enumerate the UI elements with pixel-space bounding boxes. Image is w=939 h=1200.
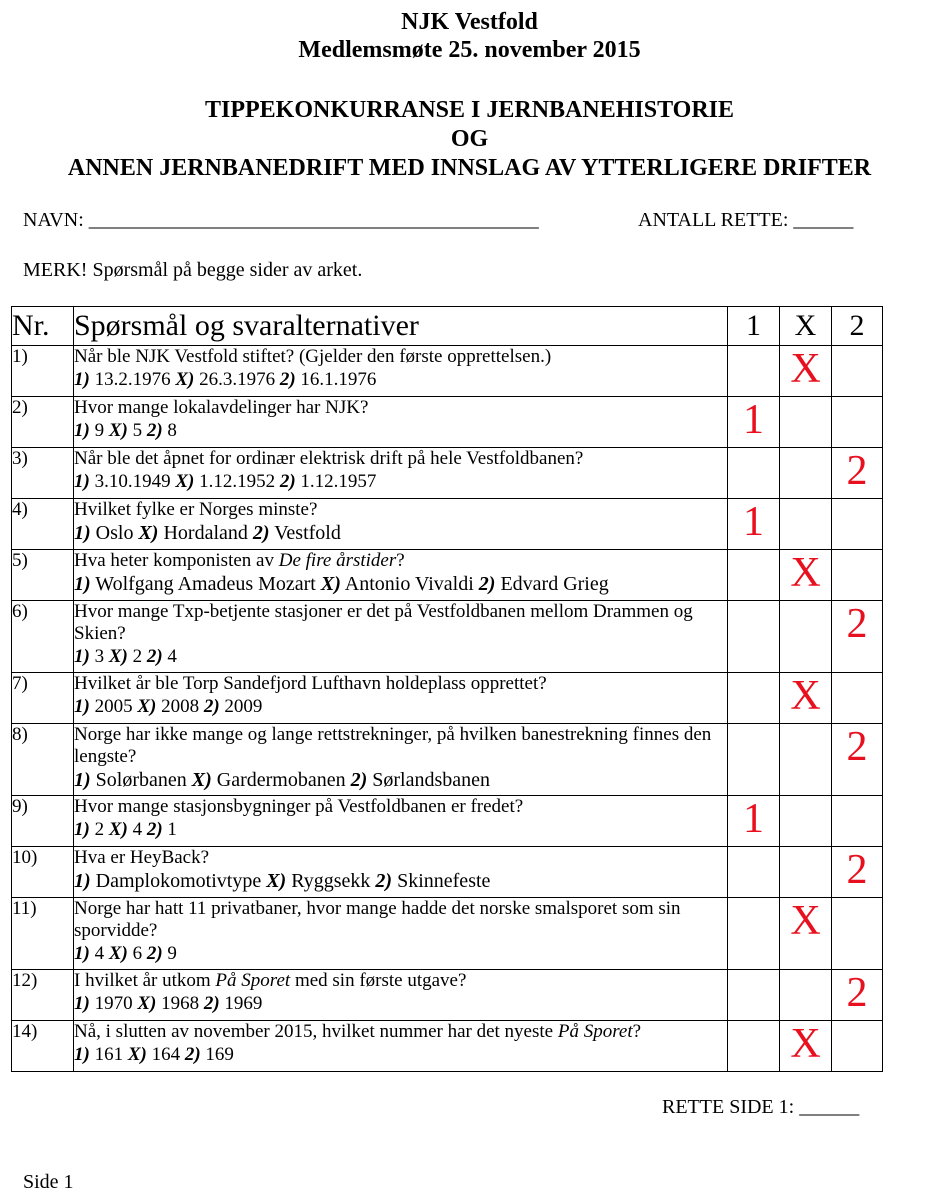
answer-options xyxy=(74,695,727,719)
option-x: 26.3.1976 xyxy=(194,369,280,390)
option-x: 6 xyxy=(127,943,147,964)
answer-box-2[interactable]: 2 xyxy=(832,601,883,673)
question-text: Nå, i slutten av november 2015, hvilket nummer har det nyeste På Sporet? xyxy=(74,1021,642,1042)
org-name: NJK Vestfold xyxy=(401,9,538,35)
answer-box-x[interactable] xyxy=(780,499,832,550)
column-header-2: 2 xyxy=(832,307,883,346)
answer-box-x[interactable] xyxy=(780,970,832,1021)
question-text: Norge har hatt 11 privatbaner, hvor mange hadde det norske smalsporet som sin sporvidde? xyxy=(74,898,681,941)
option-key-1: 1) xyxy=(74,573,91,595)
option-key-1: 1) xyxy=(74,646,90,667)
option-x: 1968 xyxy=(156,993,204,1014)
question-cell xyxy=(74,847,728,898)
answer-box-1[interactable] xyxy=(728,601,780,673)
meeting-date: Medlemsmøte 25. november 2015 xyxy=(298,37,641,63)
question-cell xyxy=(74,724,728,796)
option-key-2: 2) xyxy=(146,819,163,840)
answer-box-x[interactable]: X xyxy=(780,550,832,601)
table-row xyxy=(12,970,883,1021)
question-text: I hvilket år utkom På Sporet med sin første utgave? xyxy=(74,970,467,991)
answer-box-1[interactable] xyxy=(728,550,780,601)
column-header-1: 1 xyxy=(728,307,780,346)
option-2: 169 xyxy=(200,1044,234,1065)
answer-box-1[interactable]: 1 xyxy=(728,499,780,550)
answer-box-1[interactable] xyxy=(728,346,780,397)
option-key-x: X) xyxy=(191,769,212,791)
answer-options xyxy=(74,818,727,842)
option-x: 5 xyxy=(127,420,147,441)
answer-box-2[interactable] xyxy=(832,673,883,724)
quiz-table xyxy=(11,306,883,1072)
option-key-x: X) xyxy=(108,819,128,840)
option-key-2: 2) xyxy=(146,943,163,964)
question-cell xyxy=(74,796,728,847)
option-key-1: 1) xyxy=(74,1044,90,1065)
answer-options xyxy=(74,942,727,966)
option-x: 2 xyxy=(127,646,147,667)
answer-box-2[interactable] xyxy=(832,550,883,601)
option-key-2: 2) xyxy=(478,573,496,595)
option-key-1: 1) xyxy=(74,870,91,892)
table-row xyxy=(12,1021,883,1072)
option-key-x: X) xyxy=(175,471,195,492)
answer-box-1[interactable] xyxy=(728,1021,780,1072)
question-number: 9) xyxy=(12,796,74,847)
option-key-x: X) xyxy=(137,696,157,717)
answer-box-2[interactable] xyxy=(832,397,883,448)
option-1: 4 xyxy=(89,943,109,964)
answer-options xyxy=(74,1043,727,1067)
answer-box-1[interactable] xyxy=(728,448,780,499)
option-key-1: 1) xyxy=(74,769,91,791)
answer-box-x[interactable]: X xyxy=(780,673,832,724)
question-number: 4) xyxy=(12,499,74,550)
option-key-x: X) xyxy=(137,993,157,1014)
table-row xyxy=(12,898,883,970)
option-2: 9 xyxy=(162,943,177,964)
table-row xyxy=(12,550,883,601)
option-x: Gardermobanen xyxy=(211,769,351,791)
answer-box-1[interactable]: 1 xyxy=(728,397,780,448)
option-key-1: 1) xyxy=(74,420,90,441)
option-1: 2 xyxy=(89,819,109,840)
answer-box-x[interactable] xyxy=(780,847,832,898)
page-score-field[interactable]: RETTE SIDE 1: ______ xyxy=(662,1096,860,1118)
option-1: Wolfgang Amadeus Mozart xyxy=(90,573,321,595)
option-1: Oslo xyxy=(90,522,139,544)
name-field[interactable]: NAVN: _____________________________________________ xyxy=(23,209,539,231)
answer-options xyxy=(74,645,727,669)
option-2: 1969 xyxy=(219,993,263,1014)
option-key-2: 2) xyxy=(146,420,163,441)
table-row xyxy=(12,499,883,550)
option-x: Hordaland xyxy=(158,522,253,544)
question-number: 7) xyxy=(12,673,74,724)
question-text: Hvor mange lokalavdelinger har NJK? xyxy=(74,397,369,418)
option-1: 3 xyxy=(89,646,109,667)
answer-box-2[interactable] xyxy=(832,796,883,847)
option-key-2: 2) xyxy=(203,696,220,717)
option-key-2: 2) xyxy=(375,870,393,892)
option-2: Vestfold xyxy=(269,522,341,544)
question-cell xyxy=(74,550,728,601)
page-number: Side 1 xyxy=(23,1171,74,1193)
option-key-2: 2) xyxy=(279,471,296,492)
option-key-1: 1) xyxy=(74,471,90,492)
question-number: 1) xyxy=(12,346,74,397)
table-row xyxy=(12,346,883,397)
option-key-x: X) xyxy=(175,369,195,390)
option-key-x: X) xyxy=(108,943,128,964)
option-key-x: X) xyxy=(127,1044,147,1065)
answer-box-2[interactable] xyxy=(832,499,883,550)
option-key-x: X) xyxy=(266,870,287,892)
question-cell xyxy=(74,346,728,397)
answer-box-1[interactable] xyxy=(728,898,780,970)
question-number: 2) xyxy=(12,397,74,448)
column-header-question: Spørsmål og svaralternativer xyxy=(74,307,728,346)
option-key-2: 2) xyxy=(146,646,163,667)
question-number: 3) xyxy=(12,448,74,499)
answer-box-1[interactable] xyxy=(728,724,780,796)
question-text: Hva heter komponisten av De fire årstider? xyxy=(74,550,405,571)
question-text: Når ble det åpnet for ordinær elektrisk drift på hele Vestfoldbanen? xyxy=(74,448,584,469)
option-x: 1.12.1952 xyxy=(194,471,280,492)
quiz-title-line2: OG xyxy=(450,126,489,152)
option-key-2: 2) xyxy=(279,369,296,390)
score-field[interactable]: ANTALL RETTE: ______ xyxy=(638,209,854,231)
question-number: 10) xyxy=(12,847,74,898)
answer-box-2[interactable]: 2 xyxy=(832,970,883,1021)
question-number: 11) xyxy=(12,898,74,970)
answer-options xyxy=(74,768,727,792)
table-row xyxy=(12,448,883,499)
option-key-1: 1) xyxy=(74,522,91,544)
option-key-2: 2) xyxy=(252,522,270,544)
table-row xyxy=(12,397,883,448)
question-cell xyxy=(74,397,728,448)
option-key-x: X) xyxy=(108,420,128,441)
option-key-2: 2) xyxy=(350,769,368,791)
note-text: MERK! Spørsmål på begge sider av arket. xyxy=(23,259,363,281)
option-x: 2008 xyxy=(156,696,204,717)
question-text: Når ble NJK Vestfold stiftet? (Gjelder den første opprettelsen.) xyxy=(74,346,552,367)
option-1: 3.10.1949 xyxy=(89,471,176,492)
answer-box-1[interactable] xyxy=(728,847,780,898)
answer-options xyxy=(74,368,727,392)
option-key-1: 1) xyxy=(74,943,90,964)
answer-box-x[interactable] xyxy=(780,796,832,847)
answer-box-2[interactable]: 2 xyxy=(832,724,883,796)
question-number: 6) xyxy=(12,601,74,673)
table-header-row xyxy=(12,307,883,346)
option-x: Ryggsekk xyxy=(286,870,376,892)
question-cell xyxy=(74,499,728,550)
option-2: 8 xyxy=(162,420,177,441)
option-key-2: 2) xyxy=(203,993,220,1014)
answer-box-x[interactable] xyxy=(780,397,832,448)
answer-options xyxy=(74,470,727,494)
answer-options xyxy=(74,572,727,596)
question-text: Hvor mange stasjonsbygninger på Vestfoldbanen er fredet? xyxy=(74,796,524,817)
question-cell xyxy=(74,448,728,499)
answer-box-x[interactable]: X xyxy=(780,1021,832,1072)
answer-box-2[interactable] xyxy=(832,346,883,397)
table-row xyxy=(12,847,883,898)
option-2: 2009 xyxy=(219,696,263,717)
option-2: Edvard Grieg xyxy=(495,573,609,595)
option-x: 164 xyxy=(146,1044,185,1065)
option-2: Skinnefeste xyxy=(392,870,491,892)
question-text: Hvilket fylke er Norges minste? xyxy=(74,499,318,520)
question-cell xyxy=(74,673,728,724)
option-2: 16.1.1976 xyxy=(295,369,377,390)
option-2: Sørlandsbanen xyxy=(367,769,491,791)
option-1: 1970 xyxy=(89,993,138,1014)
answer-box-x[interactable] xyxy=(780,601,832,673)
question-text: Norge har ikke mange og lange rettstrekninger, på hvilken banestrekning finnes den lengste? xyxy=(74,724,712,767)
option-x: 4 xyxy=(127,819,147,840)
answer-box-2[interactable] xyxy=(832,898,883,970)
answer-box-2[interactable]: 2 xyxy=(832,448,883,499)
option-key-1: 1) xyxy=(74,696,90,717)
quiz-title-line3: ANNEN JERNBANEDRIFT MED INNSLAG AV YTTERLIGERE DRIFTER xyxy=(67,155,872,181)
answer-options xyxy=(74,992,727,1016)
question-cell xyxy=(74,1021,728,1072)
option-1: 9 xyxy=(89,420,109,441)
question-number: 5) xyxy=(12,550,74,601)
option-1: Damplokomotivtype xyxy=(90,870,267,892)
question-cell xyxy=(74,970,728,1021)
answer-box-1[interactable] xyxy=(728,970,780,1021)
table-row xyxy=(12,724,883,796)
answer-box-1[interactable]: 1 xyxy=(728,796,780,847)
answer-box-x[interactable] xyxy=(780,724,832,796)
answer-box-x[interactable]: X xyxy=(780,346,832,397)
option-2: 1.12.1957 xyxy=(295,471,377,492)
quiz-title-line1: TIPPEKONKURRANSE I JERNBANEHISTORIE xyxy=(205,97,734,123)
column-header-nr: Nr. xyxy=(12,307,74,346)
question-cell xyxy=(74,601,728,673)
answer-box-x[interactable] xyxy=(780,448,832,499)
question-cell xyxy=(74,898,728,970)
table-row xyxy=(12,601,883,673)
option-key-1: 1) xyxy=(74,819,90,840)
option-1: 2005 xyxy=(89,696,138,717)
question-text: Hva er HeyBack? xyxy=(74,847,210,868)
question-text: Hvor mange Txp-betjente stasjoner er det på Vestfoldbanen mellom Drammen og Skien? xyxy=(74,601,693,644)
answer-options xyxy=(74,521,727,545)
answer-box-2[interactable] xyxy=(832,1021,883,1072)
answer-options xyxy=(74,869,727,893)
option-key-x: X) xyxy=(320,573,341,595)
option-2: 4 xyxy=(162,646,177,667)
answer-options xyxy=(74,419,727,443)
answer-box-1[interactable] xyxy=(728,673,780,724)
option-key-x: X) xyxy=(108,646,128,667)
question-text: Hvilket år ble Torp Sandefjord Lufthavn holdeplass opprettet? xyxy=(74,673,547,694)
question-number: 12) xyxy=(12,970,74,1021)
table-row xyxy=(12,796,883,847)
column-header-x: X xyxy=(780,307,832,346)
table-row xyxy=(12,673,883,724)
option-key-2: 2) xyxy=(184,1044,201,1065)
option-key-x: X) xyxy=(138,522,159,544)
option-key-1: 1) xyxy=(74,369,90,390)
option-1: 13.2.1976 xyxy=(89,369,176,390)
option-key-1: 1) xyxy=(74,993,90,1014)
answer-box-2[interactable]: 2 xyxy=(832,847,883,898)
option-1: 161 xyxy=(89,1044,128,1065)
question-number: 8) xyxy=(12,724,74,796)
option-x: Antonio Vivaldi xyxy=(340,573,479,595)
option-1: Solørbanen xyxy=(90,769,192,791)
question-number: 14) xyxy=(12,1021,74,1072)
answer-box-x[interactable]: X xyxy=(780,898,832,970)
option-2: 1 xyxy=(162,819,177,840)
